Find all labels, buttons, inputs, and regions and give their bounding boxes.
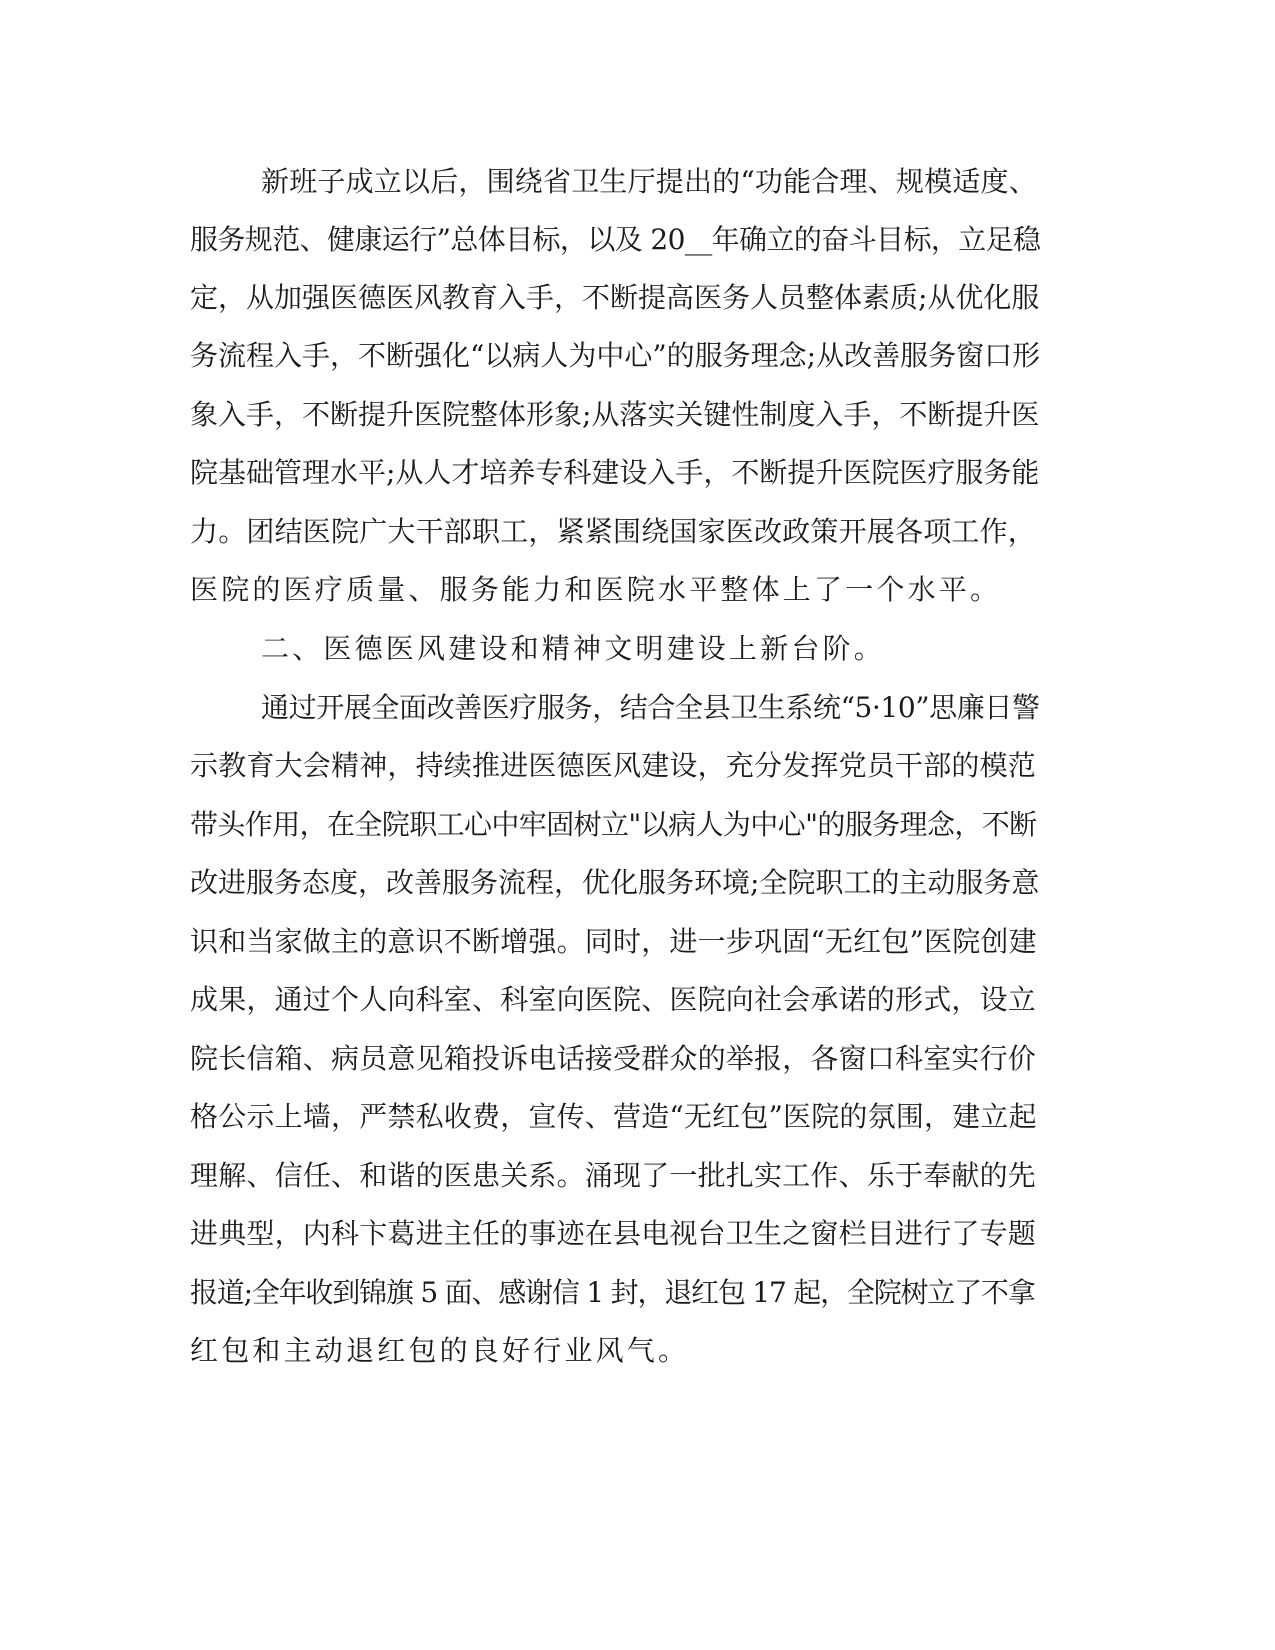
paragraph-3-line-9: 理解、信任、和谐的医患关系。涌现了一批扎实工作、乐于奉献的先 xyxy=(190,1159,1037,1192)
section-heading: 二、医德医风建设和精神文明建设上新台阶。 xyxy=(261,632,886,665)
paragraph-1-line-5: 象入手，不断提升医院整体形象;从落实关键性制度入手，不断提升医 xyxy=(190,398,1040,431)
paragraph-1-line-6: 院基础管理水平;从人才培养专科建设入手，不断提升医院医疗服务能 xyxy=(190,456,1040,489)
paragraph-1-line-4: 务流程入手，不断强化“以病人为中心”的服务理念;从改善服务窗口形 xyxy=(190,339,1041,372)
paragraph-1-line-8: 医院的医疗质量、服务能力和医院水平整体上了一个水平。 xyxy=(190,573,1002,606)
paragraph-3-line-5: 识和当家做主的意识不断增强。同时，进一步巩固“无红包”医院创建 xyxy=(190,925,1037,958)
paragraph-1-line-1: 新班子成立以后，围绕省卫生厅提出的“功能合理、规模适度、 xyxy=(261,165,1037,198)
paragraph-3-line-4: 改进服务态度，改善服务流程，优化服务环境;全院职工的主动服务意 xyxy=(190,866,1040,899)
paragraph-3-line-3: 带头作用，在全院职工心中牢固树立"以病人为中心"的服务理念，不断 xyxy=(190,808,1037,841)
paragraph-1-line-3: 定，从加强医德医风教育入手，不断提高医务人员整体素质;从优化服 xyxy=(190,281,1040,314)
paragraph-3-line-7: 院长信箱、病员意见箱投诉电话接受群众的举报，各窗口科室实行价 xyxy=(190,1042,1037,1075)
paragraph-3-line-2: 示教育大会精神，持续推进医德医风建设，充分发挥党员干部的模范 xyxy=(190,749,1037,782)
paragraph-3-line-11: 报道;全年收到锦旗 5 面、感谢信 1 封，退红包 17 起，全院树立了不拿 xyxy=(190,1276,1035,1309)
paragraph-1-line-2: 服务规范、健康运行”总体目标，以及 20__年确立的奋斗目标，立足稳 xyxy=(190,223,1041,256)
paragraph-1-line-7: 力。团结医院广大干部职工，紧紧围绕国家医改政策开展各项工作， xyxy=(190,515,1037,548)
paragraph-3-line-1: 通过开展全面改善医疗服务，结合全县卫生系统“5·10”思廉日警 xyxy=(261,691,1040,724)
paragraph-3-line-6: 成果，通过个人向科室、科室向医院、医院向社会承诺的形式，设立 xyxy=(190,983,1037,1016)
paragraph-3-line-10: 进典型，内科卞葛进主任的事迹在县电视台卫生之窗栏目进行了专题 xyxy=(190,1217,1037,1250)
paragraph-3-line-8: 格公示上墙，严禁私收费，宣传、营造“无红包”医院的氛围，建立起 xyxy=(190,1100,1037,1133)
paragraph-3-line-12: 红包和主动退红包的良好行业风气。 xyxy=(190,1334,690,1367)
